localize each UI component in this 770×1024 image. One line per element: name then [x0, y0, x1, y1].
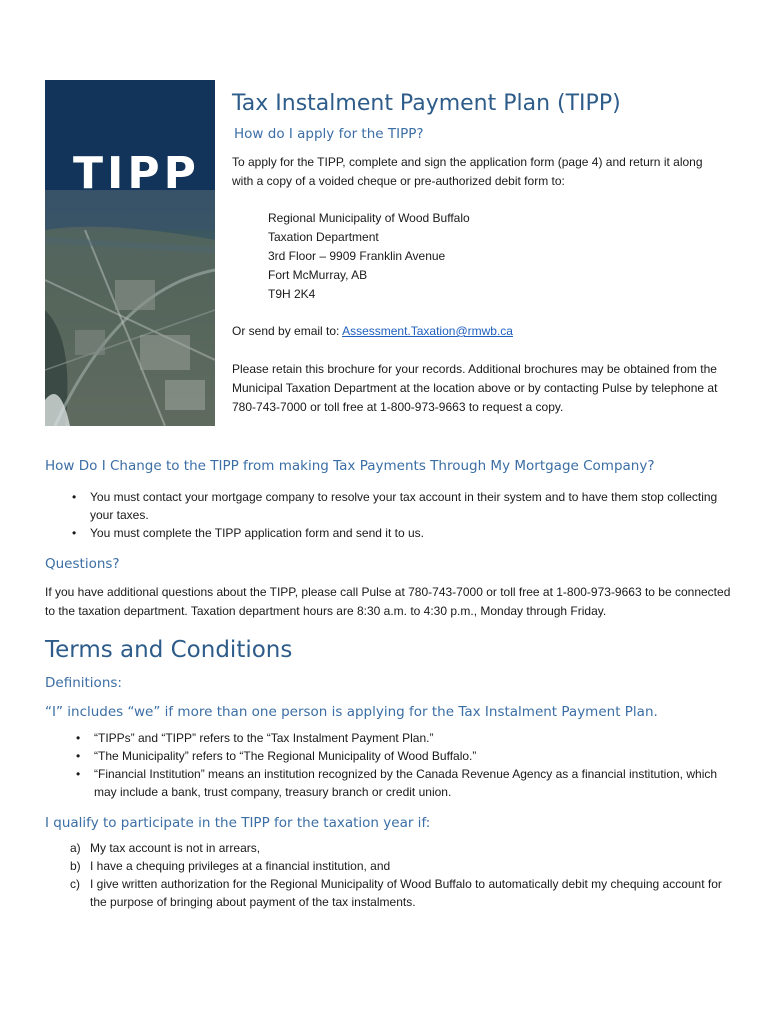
- cover-title: TIPP: [73, 148, 200, 199]
- email-link[interactable]: Assessment.Taxation@rmwb.ca: [342, 324, 513, 338]
- bullet-icon: •: [76, 767, 81, 781]
- bullet-icon: •: [76, 731, 81, 745]
- bullet-icon: •: [72, 490, 77, 504]
- email-line: [232, 322, 712, 341]
- mailing-address: [268, 209, 588, 304]
- aerial-city-illustration: [45, 80, 215, 426]
- address-line: Fort McMurray, AB: [268, 268, 368, 282]
- bullet-icon: •: [76, 749, 81, 763]
- qualify-heading: I qualify to participate in the TIPP for the taxation year if:: [45, 815, 431, 831]
- list-letter: b): [70, 859, 81, 873]
- list-letter: a): [70, 841, 81, 855]
- mortgage-heading: How Do I Change to the TIPP from making Tax Payments Through My Mortgage Company?: [45, 458, 655, 474]
- retain-paragraph: Please retain this brochure for your records. Additional brochures may be obtained from the Municipal Taxation Department at the location above or by contacting Pulse by telephone at 780-743-7000 or toll free at 1-800-973-9663 to request a copy.: [232, 362, 718, 414]
- cover-image: [45, 80, 215, 426]
- address-line: Regional Municipality of Wood Buffalo: [268, 211, 470, 225]
- email-prefix: Or send by email to:: [232, 324, 343, 338]
- mortgage-list: [72, 488, 720, 542]
- list-letter: c): [70, 877, 80, 891]
- definitions-heading: Definitions:: [45, 675, 122, 691]
- terms-heading: Terms and Conditions: [45, 637, 293, 663]
- definition-intro: “I” includes “we” if more than one person is applying for the Tax Instalment Payment Plan.: [45, 704, 658, 720]
- list-item: c) I give written authorization for the Regional Municipality of Wood Buffalo to automatically debit my chequing account for the purpose of bringing about payment of the tax instalments.: [70, 877, 722, 909]
- qualify-list: [70, 839, 730, 911]
- list-item: • You must complete the TIPP application form and send it to us.: [72, 526, 424, 540]
- list-item: • “TIPPs” and “TIPP” refers to the “Tax Instalment Payment Plan.”: [76, 731, 434, 745]
- definitions-list: [76, 729, 734, 801]
- apply-heading: How do I apply for the TIPP?: [234, 126, 424, 142]
- address-line: Taxation Department: [268, 230, 379, 244]
- list-item: a) My tax account is not in arrears,: [70, 841, 261, 855]
- address-line: 3rd Floor – 9909 Franklin Avenue: [268, 249, 446, 263]
- bullet-icon: •: [72, 526, 77, 540]
- apply-intro: To apply for the TIPP, complete and sign the application form (page 4) and return it along with a copy of a voided cheque or pre-authorized debit form to:: [232, 155, 703, 188]
- list-item: • “Financial Institution” means an institution recognized by the Canada Revenue Agency as a financial institution, which may include a bank, trust company, treasury branch or credit union.: [76, 767, 718, 799]
- questions-text: If you have additional questions about the TIPP, please call Pulse at 780-743-7000 or toll free at 1-800-973-9663 to be connected to the taxation department. Taxation department hours are 8:30 a.m. to 4:30 p.m., Monday through Friday.: [45, 585, 731, 618]
- questions-heading: Questions?: [45, 556, 120, 572]
- address-line: T9H 2K4: [268, 287, 316, 301]
- page-title: Tax Instalment Payment Plan (TIPP): [232, 91, 621, 116]
- list-item: b) I have a chequing privileges at a financial institution, and: [70, 859, 391, 873]
- list-item: • “The Municipality” refers to “The Regional Municipality of Wood Buffalo.”: [76, 749, 477, 763]
- list-item: • You must contact your mortgage company to resolve your tax account in their system and to have them stop collecting your taxes.: [72, 490, 718, 522]
